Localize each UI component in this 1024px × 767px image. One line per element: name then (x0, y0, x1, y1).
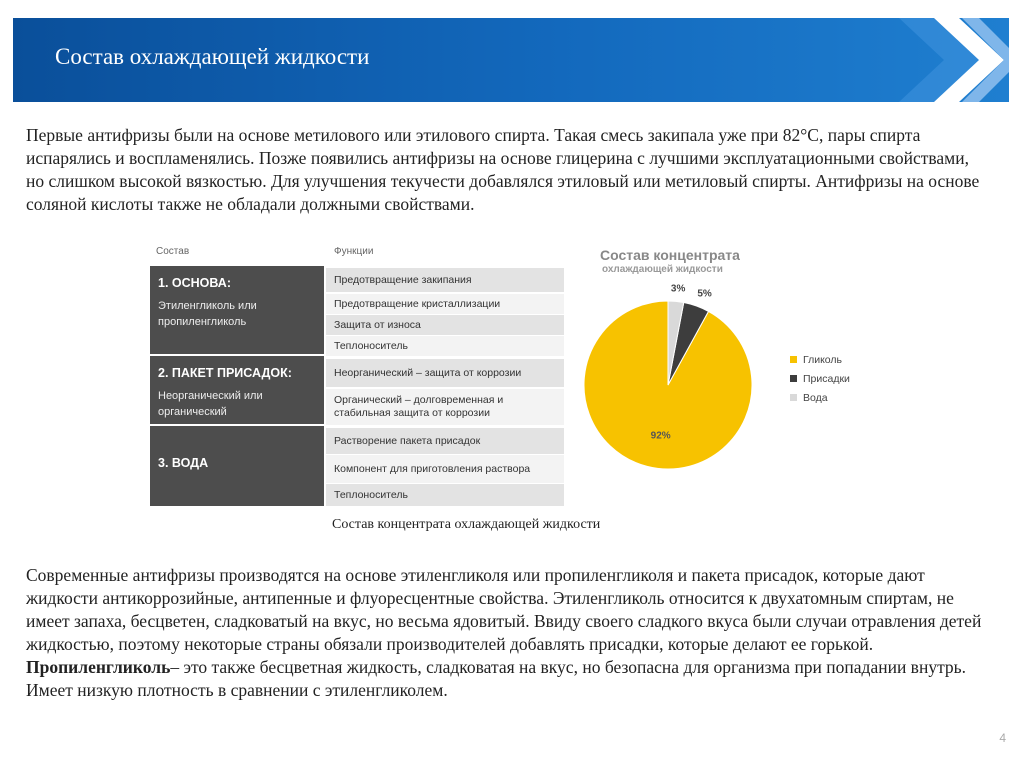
composition-table (150, 244, 564, 506)
body-paragraph (26, 564, 986, 702)
col-composition-header: Состав (156, 246, 190, 257)
body-term-text: – это также бесцветная жидкость, сладковатая на вкус, но безопасна для организма при попадании внутрь. Имеет низкую плотность в сравнении с этиленгликолем. (26, 657, 967, 700)
legend-item (790, 388, 850, 407)
legend-label: Гликоль (803, 353, 843, 366)
pie-chart-title: Состав концентрата (600, 247, 740, 263)
group-subtext: Этиленгликоль или пропиленгликоль (158, 300, 257, 328)
legend-item (790, 350, 850, 369)
legend-label: Присадки (803, 372, 850, 385)
group-heading: 3. ВОДА (158, 456, 209, 470)
legend-swatch (790, 375, 797, 382)
pie-chart-subtitle: охлаждающей жидкости (602, 264, 723, 275)
intro-paragraph: Первые антифризы были на основе метилового или этилового спирта. Такая смесь закипала уже при 82°С, пары спирта испарялись и воспламенялись. Позже появились антифризы на основе глицерина с лучшими эксплуатационными свойствами, но слишком высокой вязкостью. Для улучшения текучести добавлялся этиловый или метиловый спирты. Антифризы на основе соляной кислоты также не обладали должными свойствами. (26, 125, 980, 214)
function-row: Компонент для приготовления раствора (326, 455, 564, 483)
col-functions-header: Функции (334, 246, 374, 257)
group-base (150, 266, 324, 354)
page-number: 4 (999, 731, 1006, 745)
pie-slice-label: 5% (697, 288, 712, 300)
group-additives (150, 356, 324, 424)
function-row: Органический – долговременная и стабильная защита от коррозии (326, 389, 564, 425)
function-row: Теплоноситель (326, 484, 564, 506)
legend-item (790, 369, 850, 388)
pie-slice-label: 92% (650, 430, 671, 442)
function-row: Теплоноситель (326, 336, 564, 356)
group-heading: 1. ОСНОВА: (158, 276, 231, 290)
figure-caption: Состав концентрата охлаждающей жидкости (332, 517, 601, 532)
group-heading: 2. ПАКЕТ ПРИСАДОК: (158, 366, 292, 380)
page-title: Состав охлаждающей жидкости (55, 44, 370, 69)
body-term: Пропиленгликоль (26, 657, 171, 677)
group-subtext: Неорганический или органический (158, 390, 263, 418)
function-row: Растворение пакета присадок (326, 428, 564, 454)
legend-swatch (790, 356, 797, 363)
function-row: Защита от износа (326, 315, 564, 335)
legend-swatch (790, 394, 797, 401)
pie-slice-label: 3% (670, 283, 686, 295)
function-row: Неорганический – защита от коррозии (326, 359, 564, 387)
title-banner (13, 18, 1009, 102)
function-row: Предотвращение кристаллизации (326, 294, 564, 314)
body-text: Современные антифризы производятся на основе этиленгликоля или пропиленгликоля и пакета присадок, которые дают жидкости антикоррозийные, антипенные и флуоресцентные свойства. Этиленгликоль относится к двухатомным спиртам, не имеет запаха, бесцветен, сладковатый на вкус, но весьма ядовитый. Ввиду своего сладкого вкуса были случаи отравления детей жидкостью, поэтому некоторые страны обязали производителей добавлять присадки, которые делают ее горькой. (26, 565, 982, 654)
group-water (150, 426, 324, 506)
legend-label: Вода (803, 391, 828, 404)
chevron-arrows-icon (859, 18, 1009, 102)
pie-legend (790, 350, 850, 407)
function-row: Предотвращение закипания (326, 268, 564, 292)
